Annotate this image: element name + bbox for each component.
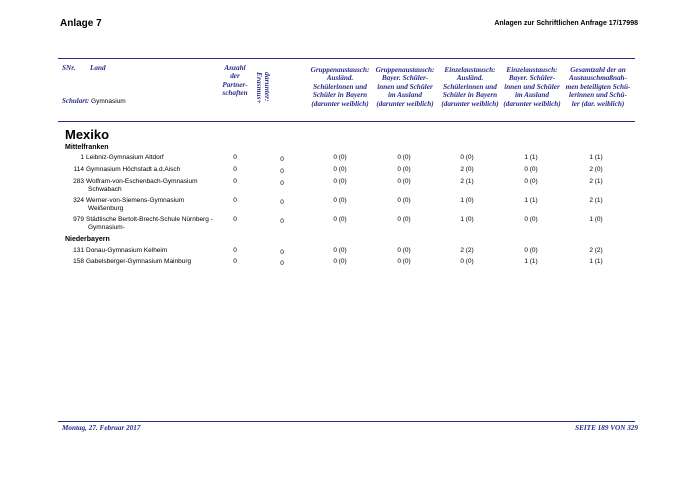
row-grp-bay: 0 (0) — [397, 216, 411, 223]
row-partner: 0 — [233, 166, 237, 173]
page-header-left: Anlage 7 — [60, 18, 102, 29]
table-row — [0, 178, 700, 192]
header-line: men beteiligten Schü- — [565, 82, 631, 91]
header-land: Land — [90, 64, 106, 72]
row-partner: 0 — [233, 258, 237, 265]
header-line: Einzelaustausch: — [444, 66, 496, 74]
row-einz-ausl: 1 (0) — [460, 216, 474, 223]
header-partner-line: der — [230, 72, 240, 81]
row-school-line: Wolfram-von-Eschenbach-Gymnasium — [86, 178, 198, 185]
region-heading: Niederbayern — [65, 236, 110, 243]
row-gesamt: 1 (1) — [589, 154, 603, 161]
header-line: Schülerinnen und — [443, 82, 497, 91]
row-erasmus: 0 — [280, 249, 284, 256]
row-partner: 0 — [233, 216, 237, 223]
row-einz-ausl: 2 (1) — [460, 178, 474, 185]
row-snr: 979 — [73, 216, 84, 223]
header-line: lerinnen und Schü- — [569, 91, 627, 100]
header-line: Bayer. Schüler- — [508, 74, 556, 83]
header-line: Gruppenaustausch: — [310, 66, 370, 74]
row-gesamt: 2 (1) — [589, 178, 603, 185]
row-grp-bay: 0 (0) — [397, 258, 411, 265]
header-erasmus — [255, 72, 271, 104]
row-grp-bay: 0 (0) — [397, 247, 411, 254]
row-snr: 283 — [73, 178, 84, 185]
header-partner — [213, 64, 257, 98]
region-heading: Mittelfranken — [65, 144, 109, 151]
header-line: (darunter weiblich) — [311, 99, 369, 108]
row-erasmus: 0 — [280, 199, 284, 206]
header-line: (darunter weiblich) — [503, 99, 561, 108]
header-einz-bay — [497, 66, 567, 108]
header-line: (darunter weiblich) — [441, 99, 499, 108]
row-partner: 0 — [233, 154, 237, 161]
row-school-line: Schwabach — [88, 186, 122, 193]
table-row — [0, 197, 700, 211]
row-partner: 0 — [233, 178, 237, 185]
row-einz-bay: 0 (0) — [524, 216, 538, 223]
row-einz-ausl: 0 (0) — [460, 154, 474, 161]
header-line: Schüler in Bayern — [312, 91, 368, 100]
header-line: Einzelaustausch: — [506, 66, 558, 74]
country-title: Mexiko — [65, 127, 110, 142]
row-snr: 1 — [80, 154, 84, 161]
header-einz-ausl — [435, 66, 505, 108]
row-erasmus: 0 — [280, 156, 284, 163]
header-line: Ausländ. — [326, 74, 354, 83]
row-grp-ausl: 0 (0) — [333, 197, 347, 204]
header-line: innen und Schüler — [377, 82, 433, 91]
row-snr: 158 — [73, 258, 84, 265]
row-gesamt: 1 (1) — [589, 258, 603, 265]
row-grp-ausl: 0 (0) — [333, 178, 347, 185]
row-school-line: Gabelsberger-Gymnasium Mainburg — [86, 258, 192, 265]
row-partner: 0 — [233, 247, 237, 254]
row-einz-bay: 0 (0) — [524, 178, 538, 185]
row-erasmus: 0 — [280, 168, 284, 175]
header-line: ler (dar. weiblich) — [571, 99, 625, 108]
row-grp-bay: 0 (0) — [397, 197, 411, 204]
row-school-line: Donau-Gymnasium Kelheim — [86, 247, 168, 254]
row-school — [86, 154, 226, 162]
row-erasmus: 0 — [280, 260, 284, 267]
row-einz-ausl: 1 (0) — [460, 197, 474, 204]
row-gesamt: 2 (0) — [589, 166, 603, 173]
row-einz-ausl: 2 (2) — [460, 247, 474, 254]
row-school — [86, 166, 226, 174]
page-header-right: Anlagen zur Schriftlichen Anfrage 17/17998 — [494, 20, 638, 27]
row-einz-bay: 1 (1) — [524, 258, 538, 265]
header-snr: SNr. — [62, 64, 76, 72]
row-grp-ausl: 0 (0) — [333, 216, 347, 223]
row-school-line: Leibniz-Gymnasium Altdorf — [86, 154, 164, 161]
header-erasmus-line: darunter: — [263, 72, 272, 102]
header-grp-ausl — [305, 66, 375, 108]
row-grp-bay: 0 (0) — [397, 178, 411, 185]
header-line: Schülerinnen und — [313, 82, 367, 91]
row-partner: 0 — [233, 197, 237, 204]
row-gesamt: 1 (0) — [589, 216, 603, 223]
row-grp-ausl: 0 (0) — [333, 247, 347, 254]
row-gesamt: 2 (1) — [589, 197, 603, 204]
table-row — [0, 258, 700, 272]
row-erasmus: 0 — [280, 180, 284, 187]
footer-divider — [58, 421, 635, 422]
row-gesamt: 2 (2) — [589, 247, 603, 254]
header-erasmus-line: Erasmus+ — [255, 72, 264, 104]
row-grp-bay: 0 (0) — [397, 166, 411, 173]
row-school — [86, 178, 226, 194]
row-einz-ausl: 2 (0) — [460, 166, 474, 173]
row-einz-bay: 1 (1) — [524, 197, 538, 204]
schulart — [62, 97, 126, 105]
row-school-line: Weißenburg — [88, 205, 124, 212]
header-line: Ausländ. — [456, 74, 484, 83]
row-school — [86, 197, 226, 213]
row-snr: 114 — [73, 166, 84, 173]
row-school — [86, 258, 226, 266]
row-grp-ausl: 0 (0) — [333, 166, 347, 173]
header-line: innen und Schüler — [504, 82, 560, 91]
row-grp-ausl: 0 (0) — [333, 154, 347, 161]
row-school-line: Werner-von-Siemens-Gymnasium — [86, 197, 185, 204]
row-einz-bay: 0 (0) — [524, 166, 538, 173]
row-school-line: Gymnasium Höchstadt a.d.Aisch — [86, 166, 181, 173]
schulart-label: Schulart: — [62, 97, 90, 105]
header-partner-line: Anzahl — [224, 64, 246, 72]
footer-page-number: SEITE 189 VON 329 — [575, 424, 638, 432]
row-einz-ausl: 0 (0) — [460, 258, 474, 265]
row-grp-bay: 0 (0) — [397, 154, 411, 161]
header-line: Schüler in Bayern — [442, 91, 498, 100]
table-row — [0, 216, 700, 230]
header-partner-line: Partner- — [222, 80, 248, 89]
row-einz-bay: 0 (0) — [524, 247, 538, 254]
header-partner-line: schaften — [222, 89, 248, 98]
row-einz-bay: 1 (1) — [524, 154, 538, 161]
row-erasmus: 0 — [280, 218, 284, 225]
row-grp-ausl: 0 (0) — [333, 258, 347, 265]
header-line: Gesamtzahl der an — [570, 66, 626, 74]
row-snr: 324 — [73, 197, 84, 204]
header-line: Austauschmaßnah- — [569, 74, 627, 83]
header-gesamt — [560, 66, 636, 108]
header-line: (darunter weiblich) — [376, 99, 434, 108]
header-grp-bay — [370, 66, 440, 108]
row-school — [86, 247, 226, 255]
header-line: im Ausland — [515, 91, 549, 100]
schulart-value: Gymnasium — [91, 98, 126, 105]
row-school-line: Städtische Bertolt-Brecht-Schule Nürnberg - — [86, 216, 213, 223]
header-line: Gruppenaustausch: — [375, 66, 435, 74]
footer-date: Montag, 27. Februar 2017 — [62, 424, 141, 432]
header-line: im Ausland — [388, 91, 422, 100]
row-snr: 131 — [73, 247, 84, 254]
header-line: Bayer. Schüler- — [381, 74, 429, 83]
row-school-line: Gymnasium- — [88, 224, 125, 231]
row-school — [86, 216, 226, 232]
